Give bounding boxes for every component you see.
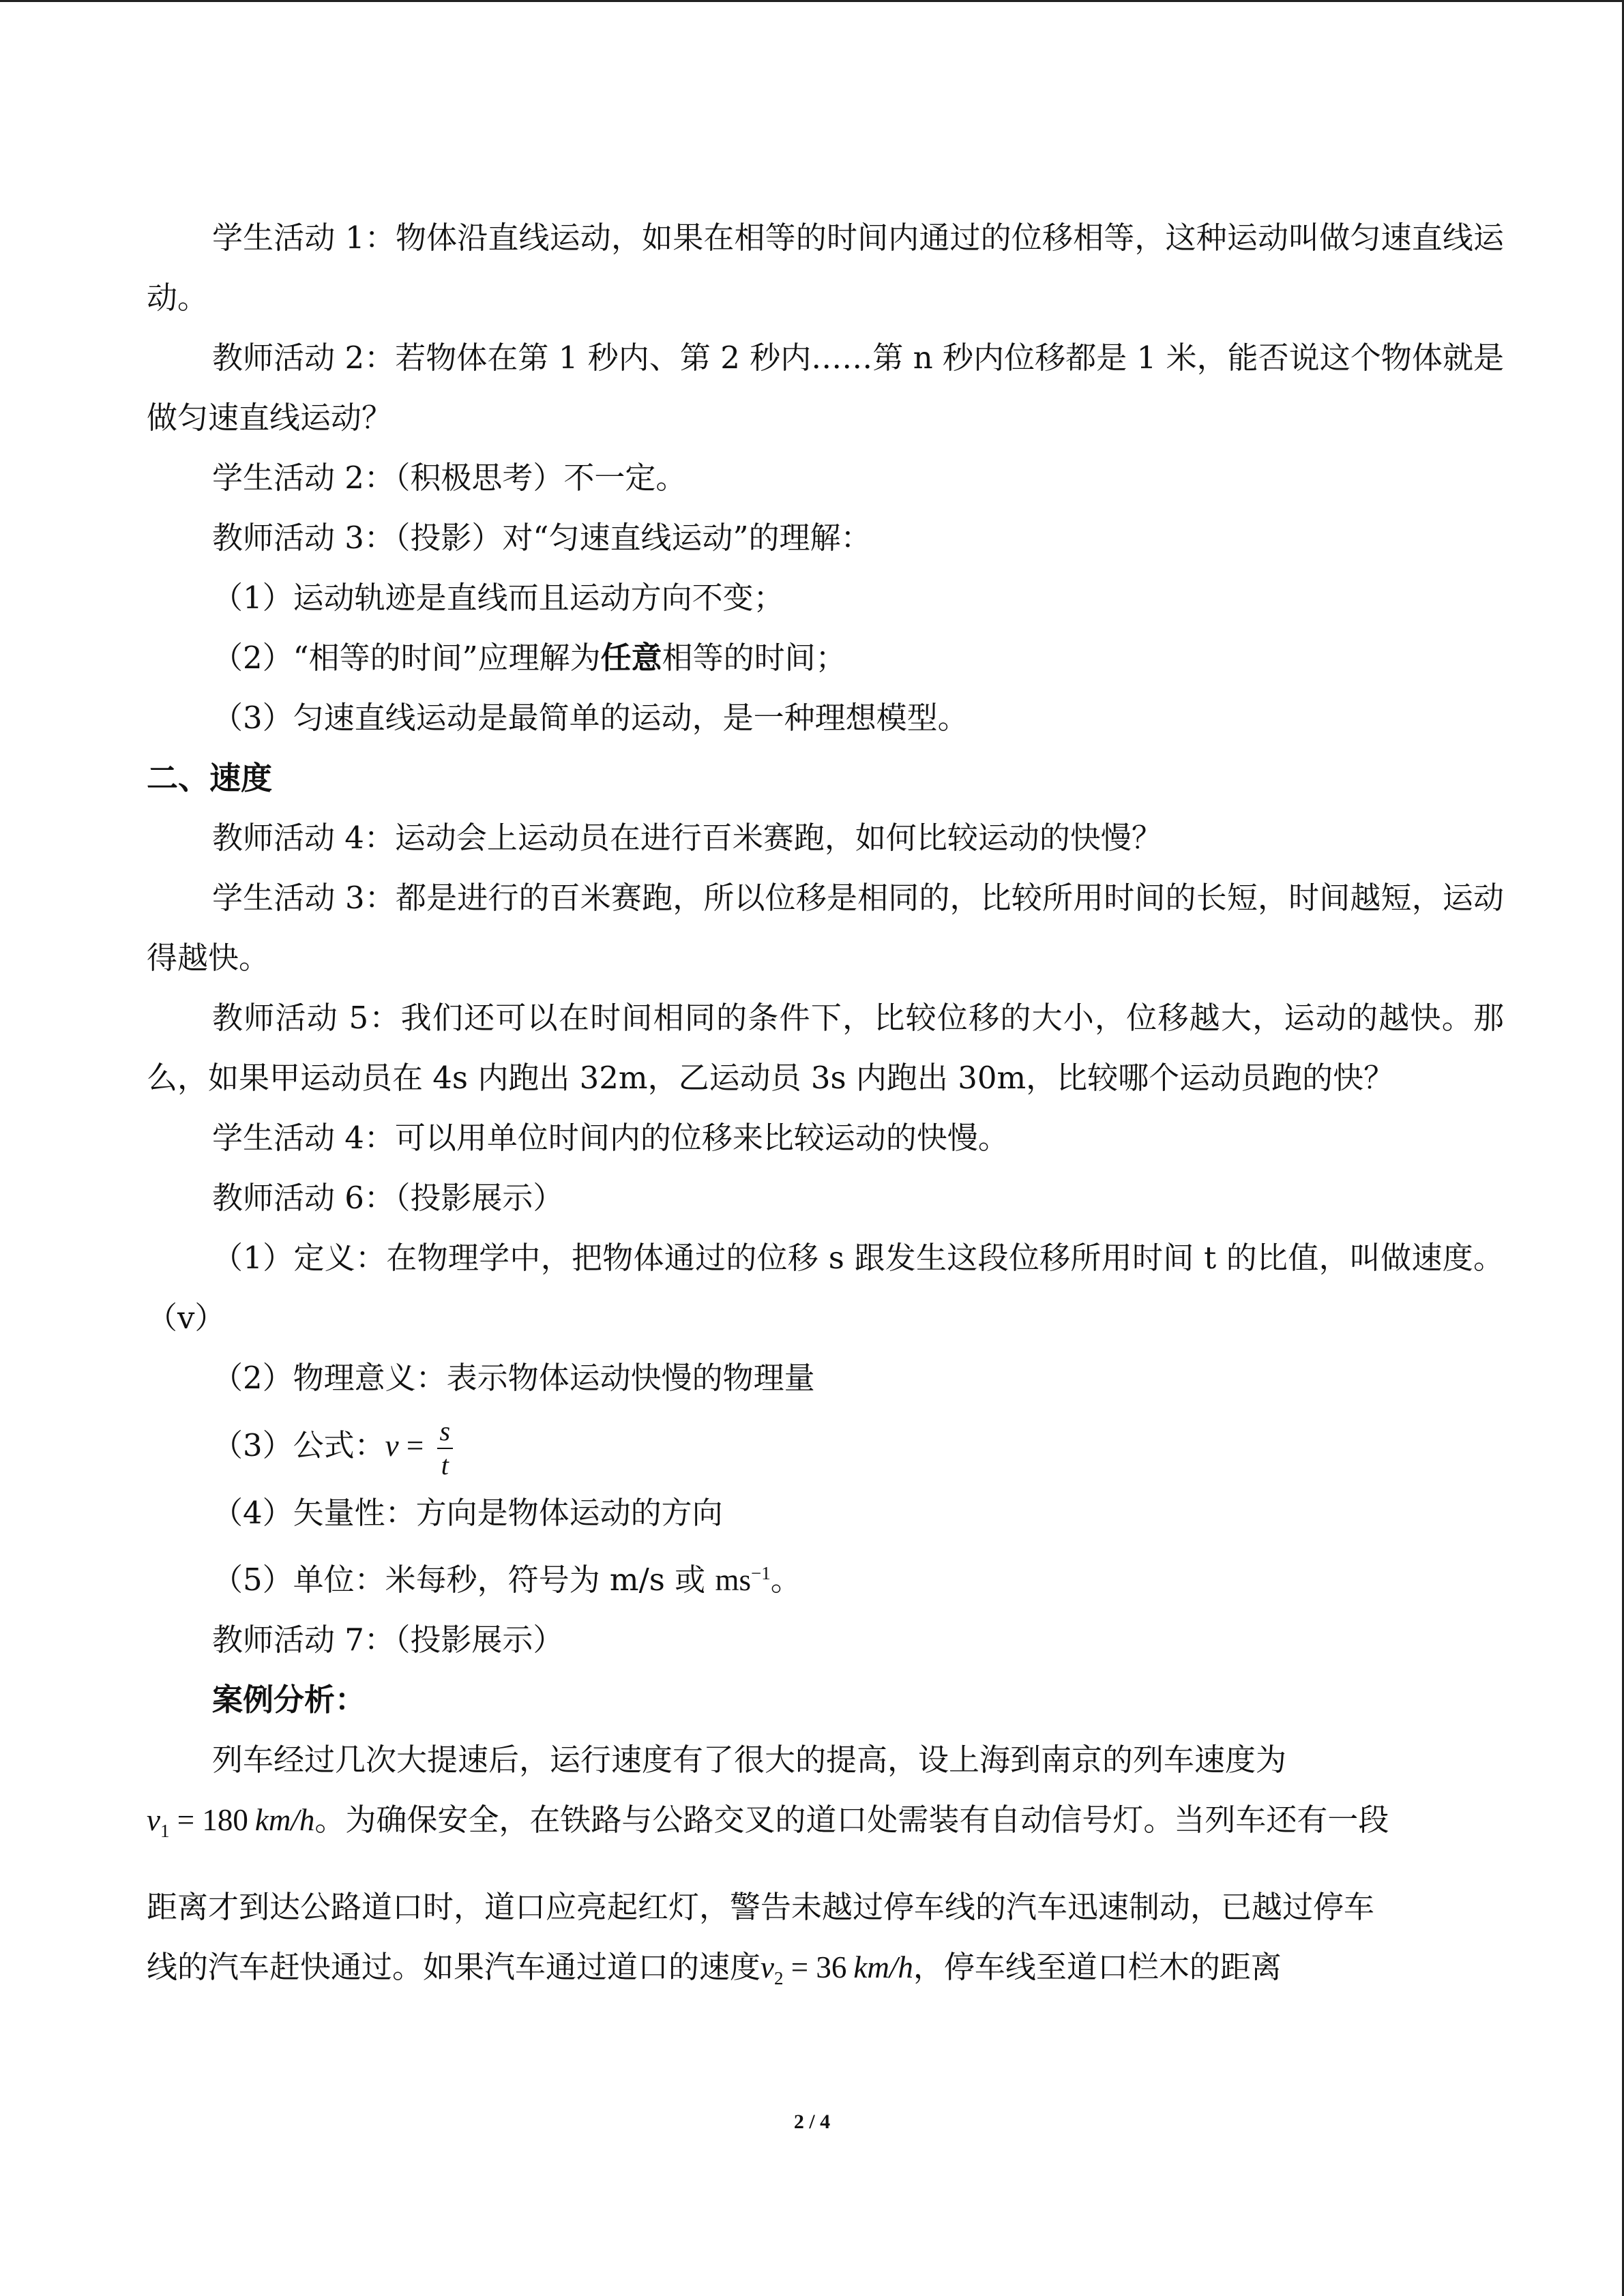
unit-exponent: −1	[751, 1563, 771, 1583]
formula-equals: =	[398, 1429, 432, 1463]
formula-label: （3）公式：	[212, 1427, 385, 1463]
v2-value: = 36	[783, 1950, 847, 1984]
case-text-2-rest: 。为确保安全，在铁路与公路交叉的道口处需装有自动信号灯。当列车还有一段	[314, 1802, 1389, 1838]
teacher-activity-7: 教师活动 7：（投影展示）	[212, 1622, 564, 1658]
teacher-activity-6: 教师活动 6：（投影展示）	[212, 1180, 564, 1216]
formula-numerator: s	[437, 1418, 454, 1449]
teacher-activity-5: 教师活动 5：我们还可以在时间相同的条件下，比较位移的大小，位移越大，运动的越快。那么，如果甲运动员在 4s 内跑出 32m，乙运动员 3s 内跑出 30m，比较哪个运动员跑的快？	[147, 1000, 1505, 1096]
unit-ms: ms	[715, 1563, 751, 1597]
unit-text: （5）单位：米每秒，符号为 m/s 或	[212, 1562, 715, 1598]
teacher-activity-3: 教师活动 3：（投影）对“匀速直线运动”的理解：	[212, 520, 872, 556]
student-activity-2: 学生活动 2：（积极思考）不一定。	[212, 460, 687, 496]
case-text-2	[147, 1790, 1504, 1861]
v2-unit: km/h	[853, 1950, 913, 1984]
understanding-item-2	[147, 628, 1504, 688]
spacer	[147, 1861, 1504, 1877]
vector-property: （4）矢量性：方向是物体运动的方向	[212, 1495, 723, 1531]
formula-denominator: t	[441, 1449, 449, 1480]
formula-fraction	[437, 1415, 454, 1480]
case-analysis-heading: 案例分析：	[212, 1682, 366, 1718]
formula-lhs: v	[385, 1429, 399, 1463]
speed-definition: （1）定义：在物理学中，把物体通过的位移 s 跟发生这段位移所用时间 t 的比值，叫做速度。（v）	[147, 1240, 1504, 1336]
student-activity-3: 学生活动 3：都是进行的百米赛跑，所以位移是相同的，比较所用时间的长短，时间越短，运动得越快。	[147, 880, 1504, 976]
case-text-3: 距离才到达公路道口时，道口应亮起红灯，警告未越过停车线的汽车迅速制动，已越过停车	[147, 1889, 1375, 1925]
v2-subscript: 2	[774, 1968, 784, 1988]
understanding-item-3: （3）匀速直线运动是最简单的运动，是一种理想模型。	[212, 700, 969, 736]
physical-meaning: （2）物理意义：表示物体运动快慢的物理量	[212, 1360, 815, 1396]
case-text-1: 列车经过几次大提速后，运行速度有了很大的提高，设上海到南京的列车速度为	[212, 1742, 1287, 1778]
teacher-activity-2: 教师活动 2：若物体在第 1 秒内、第 2 秒内……第 n 秒内位移都是 1 米，能否说这个物体就是做匀速直线运动？	[147, 340, 1504, 436]
formula-line	[147, 1408, 1504, 1483]
v1-subscript: 1	[160, 1821, 170, 1841]
case-text-4-a: 线的汽车赶快通过。如果汽车通过道口的速度	[147, 1949, 761, 1985]
page-number: 2 / 4	[793, 2111, 831, 2133]
case-text-4-b: ，停车线至道口栏木的距离	[913, 1949, 1282, 1985]
v1-unit: km/h	[254, 1803, 315, 1837]
section-heading-speed: 二、速度	[147, 760, 272, 796]
speed-unit	[147, 1543, 1504, 1610]
v2-symbol: v	[761, 1950, 774, 1984]
case-text-4	[147, 1937, 1504, 2008]
item-2-emphasis: 任意	[600, 640, 662, 676]
v1-symbol: v	[147, 1803, 160, 1837]
document-body	[147, 208, 1504, 2008]
student-activity-1: 学生活动 1：物体沿直线运动，如果在相等的时间内通过的位移相等，这种运动叫做匀速直线运动。	[147, 220, 1504, 316]
item-2-text-c: 相等的时间；	[662, 640, 846, 676]
v1-value: = 180	[169, 1803, 248, 1837]
teacher-activity-4: 教师活动 4：运动会上运动员在进行百米赛跑，如何比较运动的快慢？	[212, 820, 1162, 856]
unit-period: 。	[770, 1562, 801, 1598]
item-2-text-a: （2）“相等的时间”应理解为	[212, 640, 601, 676]
student-activity-4: 学生活动 4：可以用单位时间内的位移来比较运动的快慢。	[212, 1120, 1009, 1156]
understanding-item-1: （1）运动轨迹是直线而且运动方向不变；	[212, 580, 784, 616]
